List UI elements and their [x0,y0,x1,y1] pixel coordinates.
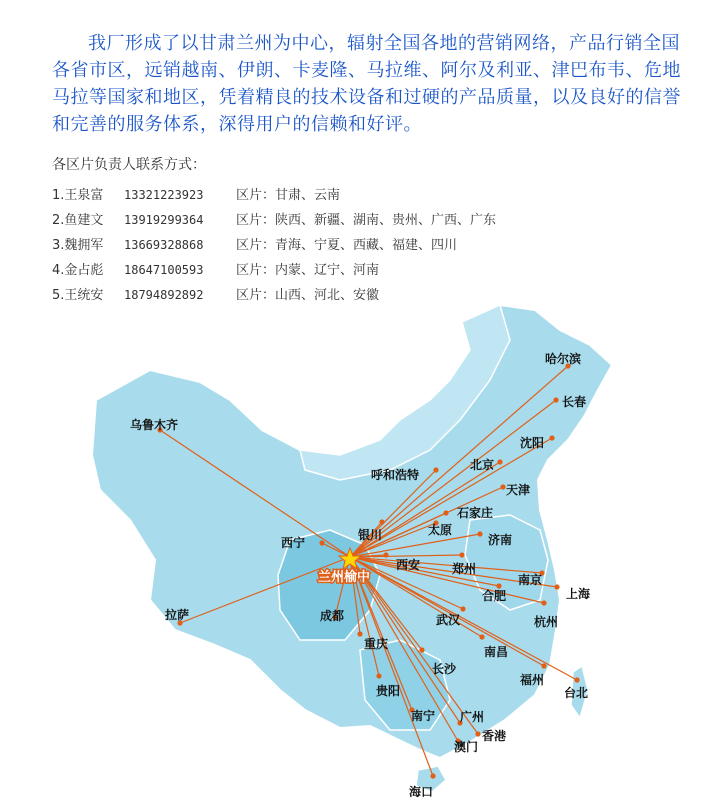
city-label: 济南 [488,533,513,547]
city-label: 台北 [564,686,589,700]
city-label: 沈阳 [520,436,545,450]
city-label: 西宁 [281,536,306,550]
city-dot [319,540,324,545]
city-dot [500,484,505,489]
city-label: 银川 [358,528,383,542]
city-dot [541,600,546,605]
city-label: 澳门 [454,740,479,754]
city-dot [383,552,388,557]
city-label: 石家庄 [457,506,494,520]
contact-row [52,184,340,203]
city-dot [574,677,579,682]
city-dot [433,467,438,472]
city-dot [419,647,424,652]
city-label: 天津 [506,483,531,497]
city-label: 南宁 [411,709,436,723]
city-label: 合肥 [482,589,507,603]
contact-phone: 13321223923 [124,188,204,202]
contacts-title: 各区片负责人联系方式： [52,157,206,173]
contact-phone: 13919299364 [124,213,204,227]
city-dot [477,531,482,536]
city-label: 成都 [320,609,345,623]
contact-region: 区片：甘肃、云南 [236,188,341,203]
city-label: 长春 [562,395,587,409]
city-label: 贵阳 [376,684,401,698]
city-label: 香港 [482,729,507,743]
city-label: 南京 [518,573,543,587]
hub-label: 兰州榆中 [318,570,371,585]
china-sales-network-map [0,290,720,800]
city-label: 福州 [520,673,545,687]
city-dot [549,435,554,440]
city-label: 哈尔滨 [545,352,582,366]
city-label: 南昌 [484,645,509,659]
contact-name: 2.鱼建文 [52,213,104,228]
city-dot [460,606,465,611]
contact-region: 区片：山西、河北、安徽 [236,288,380,303]
city-dot [553,397,558,402]
contact-row [52,259,379,278]
contact-phone: 18794892892 [124,288,204,302]
city-label: 呼和浩特 [371,468,420,482]
contact-region: 区片：内蒙、辽宁、河南 [236,263,380,278]
city-label: 武汉 [436,613,461,627]
city-label: 乌鲁木齐 [130,418,179,432]
contact-phone: 18647100593 [124,263,204,277]
city-dot [357,631,362,636]
intro-paragraph: 我厂形成了以甘肃兰州为中心，辐射全国各地的营销网络，产品行销全国各省市区，远销越南、伊朗、卡麦隆、马拉维、阿尔及利亚、津巴布韦、危地马拉等国家和地区，凭着精良的技术设备和过硬的产品质量，以及良好的信誉和完善的服务体系，深得用户的信赖和好评。 [52,33,681,135]
contact-name: 5.王统安 [52,288,104,303]
contact-phone: 13669328868 [124,238,204,252]
city-dot [496,583,501,588]
china-landmass [92,305,612,792]
city-dot [541,663,546,668]
city-label: 广州 [460,710,485,724]
city-dot [459,552,464,557]
city-label: 西安 [396,558,421,572]
city-label: 杭州 [534,615,559,629]
city-dot [443,510,448,515]
city-dot [479,634,484,639]
city-label: 拉萨 [165,608,190,622]
city-dot [379,519,384,524]
city-dot [475,731,480,736]
city-dot [497,459,502,464]
city-label: 长沙 [432,662,457,676]
contact-name: 4.金占彪 [52,263,104,278]
contact-row [52,234,457,253]
city-label: 重庆 [364,637,389,651]
city-dot [430,773,435,778]
contact-region: 区片：青海、宁夏、西藏、福建、四川 [236,238,458,253]
city-label: 郑州 [452,562,477,576]
city-label: 太原 [428,523,453,537]
city-label: 上海 [566,587,591,601]
contact-row [52,209,496,228]
contact-name: 3.魏拥军 [52,238,104,253]
city-dot [376,673,381,678]
city-dot [554,584,559,589]
city-label: 北京 [470,458,495,472]
contact-region: 区片：陕西、新疆、湖南、贵州、广西、广东 [236,213,497,228]
city-label: 海口 [409,785,434,799]
contact-name: 1.王泉富 [52,188,104,203]
